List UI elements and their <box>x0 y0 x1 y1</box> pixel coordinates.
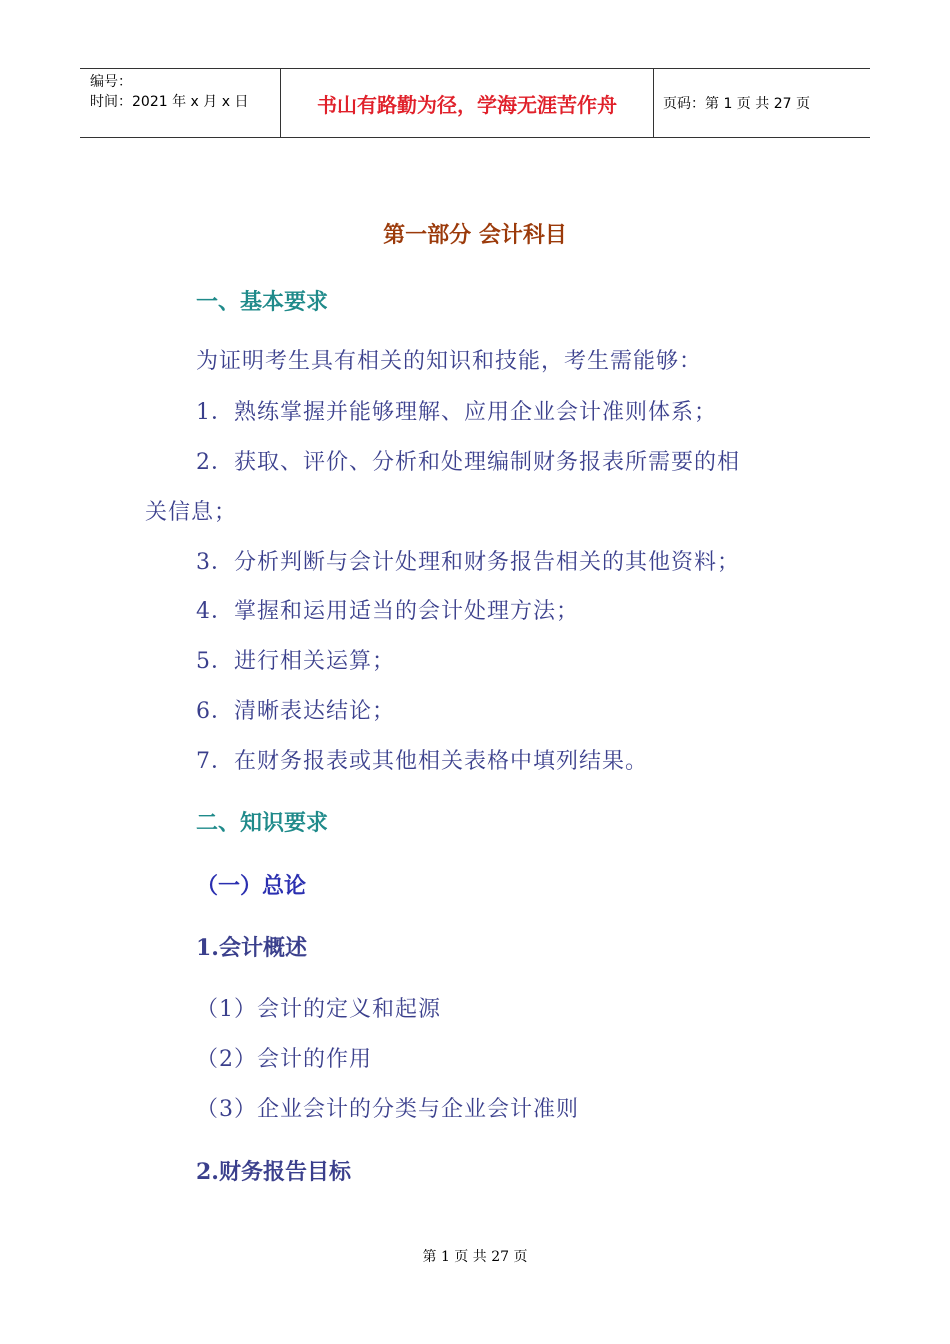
requirement-item-4: 4．掌握和运用适当的会计处理方法； <box>196 599 579 624</box>
section1-intro: 为证明考生具有相关的知识和技能，考生需能够： <box>196 349 703 374</box>
requirement-item-7: 7．在财务报表或其他相关表格中填列结果。 <box>196 749 648 774</box>
topic1-item-2: （2）会计的作用 <box>196 1047 372 1072</box>
header-motto: 书山有路勤为径，学海无涯苦作舟 <box>281 69 654 137</box>
page-footer: 第 1 页 共 27 页 <box>422 1249 528 1265</box>
requirement-item-2: 2．获取、评价、分析和处理编制财务报表所需要的相 <box>196 450 740 475</box>
topic1-item-3: （3）企业会计的分类与企业会计准则 <box>196 1097 579 1122</box>
requirement-item-3: 3．分析判断与会计处理和财务报告相关的其他资料； <box>196 550 740 575</box>
time-label: 时间：2021 年 x 月 x 日 <box>90 94 249 110</box>
subsection-general: （一）总论 <box>196 874 307 899</box>
requirement-item-2-cont: 关信息； <box>145 500 238 525</box>
number-label: 编号： <box>90 74 132 90</box>
header-meta-cell <box>80 69 281 137</box>
topic-financial-reporting-objective: 2.财务报告目标 <box>196 1159 351 1185</box>
requirement-item-1: 1．熟练掌握并能够理解、应用企业会计准则体系； <box>196 400 717 425</box>
section-heading-basic-requirements: 一、基本要求 <box>196 290 329 315</box>
page-title: 第一部分 会计科目 <box>383 223 567 248</box>
section-heading-knowledge-requirements: 二、知识要求 <box>196 811 329 836</box>
document-header <box>80 68 870 138</box>
header-page-info: 页码：第 1 页 共 27 页 <box>663 96 810 112</box>
requirement-item-5: 5．进行相关运算； <box>196 649 395 674</box>
requirement-item-6: 6．清晰表达结论； <box>196 699 395 724</box>
topic1-item-1: （1）会计的定义和起源 <box>196 997 441 1022</box>
topic-accounting-overview: 1.会计概述 <box>196 935 307 961</box>
